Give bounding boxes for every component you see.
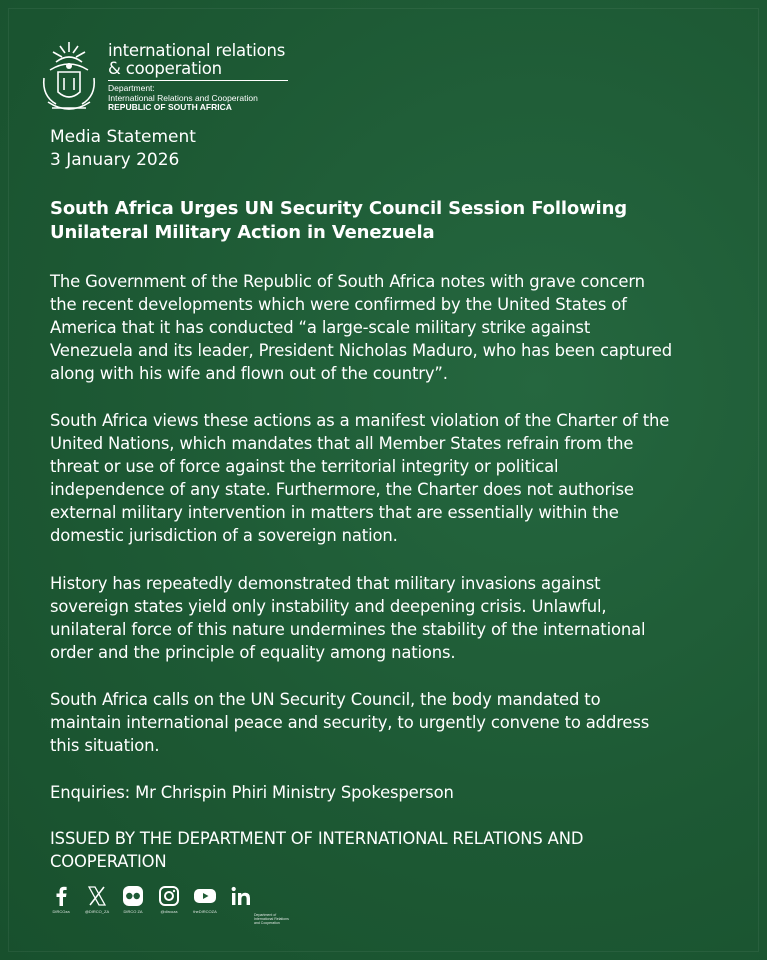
statement-date: 3 January 2026 [50, 150, 180, 170]
social-dept-caption: Department of International Relations and Cooperation [254, 913, 289, 925]
instagram-icon [158, 885, 180, 907]
statement-type: Media Statement [50, 127, 196, 147]
country-name: REPUBLIC OF SOUTH AFRICA [108, 102, 232, 112]
enquiries-line: Enquiries: Mr Chrispin Phiri Ministry Spokesperson [50, 783, 454, 802]
social-label: theDIRCOZA [193, 909, 217, 914]
social-label: DIRCOza [52, 909, 70, 914]
statement-headline: South Africa Urges UN Security Council Session Following Unilateral Military Action in Venezuela [50, 198, 627, 243]
dept-name-line1: international relations [108, 41, 286, 60]
linkedin-icon [230, 886, 252, 906]
dept-subtitle [108, 84, 258, 113]
issued-by-line: ISSUED BY THE DEPARTMENT OF INTERNATIONAL RELATIONS AND COOPERATION [50, 829, 584, 872]
paragraph-1: The Government of the Republic of South Africa notes with grave concern the recent developments which were confirmed by the United States of America that it has conducted “a large-scale military strike against Venezuela and its leader, President Nicholas Maduro, who has been captured along with his wife and flown out of the country”. [50, 272, 672, 384]
flickr-icon [122, 885, 144, 907]
dirco-logo [38, 38, 288, 118]
social-facebook[interactable] [46, 885, 76, 914]
social-label: DIRCO ZA [123, 909, 143, 914]
coat-of-arms-icon [38, 38, 100, 116]
social-links [46, 885, 289, 925]
facebook-icon [54, 886, 68, 906]
paragraph-3: History has repeatedly demonstrated that military invasions against sovereign states yield only instability and deepening crisis. Unlawful, unilateral force of this nature undermines the stability of the international order and the principle of equality among nations. [50, 574, 646, 663]
social-linkedin[interactable] [226, 885, 256, 909]
statement-meta [50, 126, 196, 172]
social-instagram[interactable] [154, 885, 184, 914]
social-label: @DIRCO_ZA [84, 909, 110, 914]
social-flickr[interactable] [118, 885, 148, 914]
social-x[interactable] [82, 885, 112, 914]
x-icon [88, 886, 106, 906]
youtube-icon [193, 887, 217, 905]
logo-divider [108, 80, 288, 81]
paragraph-2: South Africa views these actions as a manifest violation of the Charter of the United Nations, which mandates that all Member States refrain from the threat or use of force against the territorial integrity or political independence of any state. Furthermore, the Charter does not authorise external military intervention in matters that are essentially within the domestic jurisdiction of a sovereign nation. [50, 411, 670, 546]
social-label: @dircoza [160, 909, 178, 914]
social-youtube[interactable] [190, 885, 220, 914]
department-label: Department: [108, 83, 155, 93]
dept-name-line2: & cooperation [108, 59, 222, 78]
department-name: International Relations and Cooperation [108, 92, 258, 103]
paragraph-4: South Africa calls on the UN Security Council, the body mandated to maintain international peace and security, to urgently convene to address this situation. [50, 690, 650, 756]
